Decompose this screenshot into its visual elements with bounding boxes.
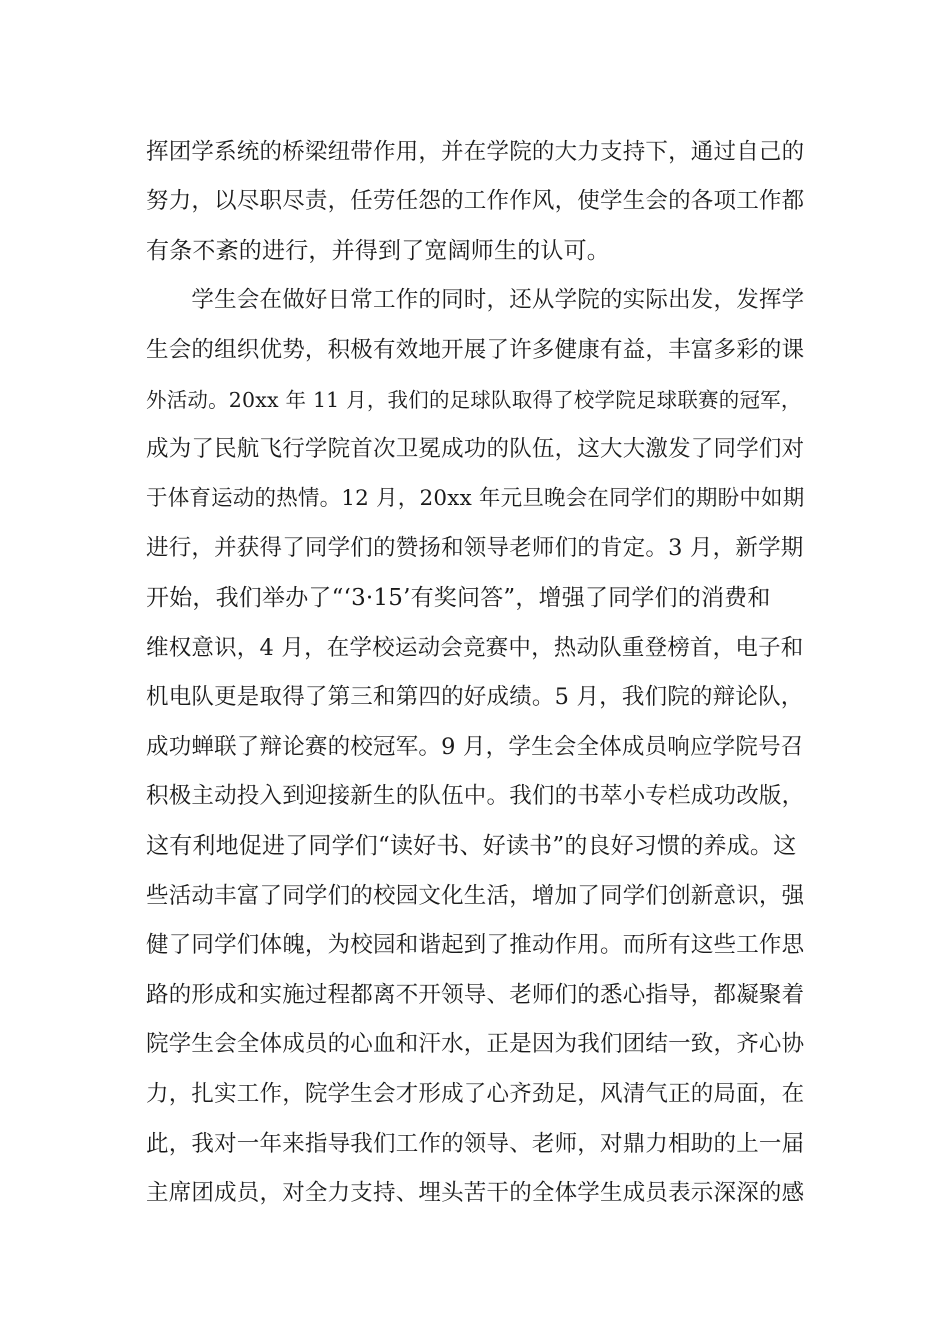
text-line-3: 有条不紊的进行，并得到了宽阔师生的认可。: [146, 238, 610, 264]
text-line-19: 院学生会全体成员的心血和汗水，正是因为我们团结一致，齐心协: [146, 1031, 805, 1057]
text-line-13: 成功蝉联了辩论赛的校冠军。9 月，学生会全体成员响应学院号召: [146, 734, 804, 760]
text-line-17: 健了同学们体魄，为校园和谐起到了推动作用。而所有这些工作思: [146, 932, 805, 958]
text-line-12: 机电队更是取得了第三和第四的好成绩。5 月，我们院的辩论队，: [146, 684, 804, 710]
text-line-20: 力，扎实工作，院学生会才形成了心齐劲足，风清气正的局面，在: [146, 1081, 805, 1107]
text-line-21: 此，我对一年来指导我们工作的领导、老师，对鼎力相助的上一届: [146, 1131, 805, 1157]
text-line-8: 于体育运动的热情。12 月，20xx 年元旦晚会在同学们的期盼中如期: [146, 486, 805, 511]
text-line-1: 挥团学系统的桥梁纽带作用，并在学院的大力支持下，通过自己的: [146, 139, 805, 165]
text-line-14: 积极主动投入到迎接新生的队伍中。我们的书萃小专栏成功改版，: [146, 783, 805, 809]
text-line-15: 这有利地促进了同学们“读好书、好读书”的良好习惯的养成。这: [146, 833, 797, 859]
text-line-6: 外活动。20xx 年 11 月，我们的足球队取得了校学院足球联赛的冠军，: [146, 388, 802, 412]
text-line-16: 些活动丰富了同学们的校园文化生活，增加了同学们创新意识，强: [146, 883, 805, 909]
text-line-7: 成为了民航飞行学院首次卫冕成功的队伍，这大大激发了同学们对: [146, 436, 805, 462]
text-line-4: 学生会在做好日常工作的同时，还从学院的实际出发，发挥学: [146, 287, 805, 313]
text-line-9: 进行，并获得了同学们的赞扬和领导老师们的肯定。3 月，新学期: [146, 535, 804, 561]
text-line-11: 维权意识，4 月，在学校运动会竞赛中，热动队重登榜首，电子和: [146, 635, 804, 661]
text-line-10: 开始，我们举办了“‘3·15’有奖问答”，增强了同学们的消费和: [146, 585, 771, 611]
text-line-2: 努力，以尽职尽责，任劳任怨的工作作风，使学生会的各项工作都: [146, 188, 805, 214]
text-line-5: 生会的组织优势，积极有效地开展了许多健康有益，丰富多彩的课: [146, 337, 805, 363]
text-line-18: 路的形成和实施过程都离不开领导、老师们的悉心指导，都凝聚着: [146, 982, 805, 1008]
text-line-22: 主席团成员，对全力支持、埋头苦干的全体学生成员表示深深的感: [146, 1180, 805, 1206]
